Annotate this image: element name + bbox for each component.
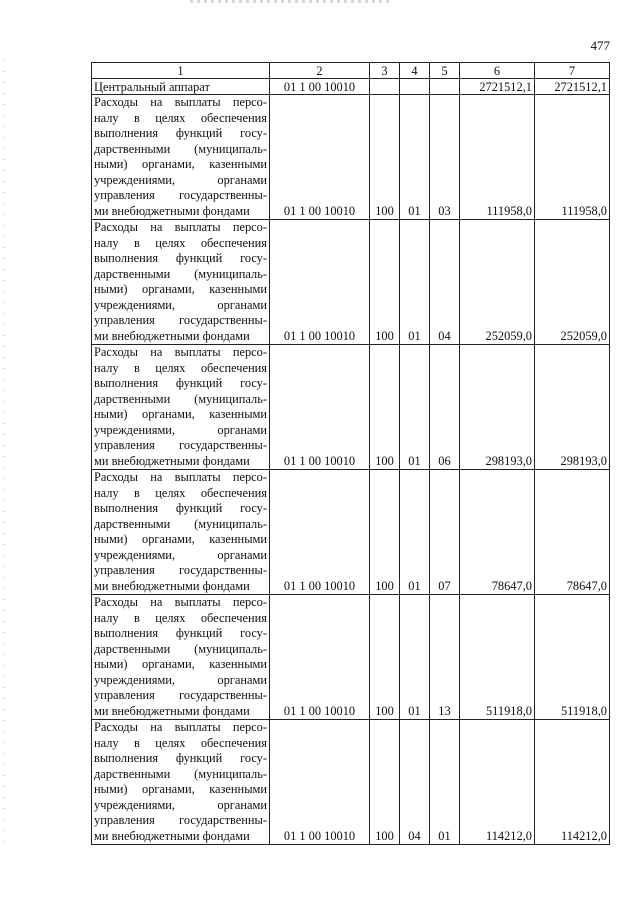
- row-col3: 100: [370, 220, 400, 345]
- row-name: [92, 720, 270, 845]
- row-name-line: учреждениями, органами: [94, 297, 267, 312]
- row-name-line: дарственными (муниципаль-: [94, 266, 267, 281]
- row-name-line: ными) органами, казенными: [94, 782, 267, 796]
- row-value-6: 298193,0: [460, 345, 535, 470]
- row-col5: 07: [430, 470, 460, 595]
- row-code: 01 1 00 10010: [270, 220, 370, 345]
- row-name-line: дарственными (муниципаль-: [94, 766, 267, 781]
- row-value-7: 2721512,1: [535, 79, 610, 95]
- row-name-line: Расходы на выплаты персо-: [94, 595, 267, 609]
- row-code: 01 1 00 10010: [270, 345, 370, 470]
- table-body: [92, 79, 610, 845]
- row-name-line: ными) органами, казенными: [94, 157, 267, 171]
- row-col4: 01: [400, 95, 430, 220]
- table-row: [92, 345, 610, 470]
- page-number: 477: [590, 38, 610, 53]
- row-name-line: ми внебюджетными фондами: [94, 703, 250, 718]
- row-name-line: налу в целях обеспечения: [94, 485, 267, 500]
- column-header-1: 1: [92, 63, 270, 79]
- column-header-6: 6: [460, 63, 535, 79]
- row-col4: 04: [400, 720, 430, 845]
- row-name-line: выполнения функций госу-: [94, 126, 267, 140]
- row-name-line: ными) органами, казенными: [94, 532, 267, 546]
- row-name-line: ми внебюджетными фондами: [94, 203, 250, 218]
- row-value-7: 298193,0: [535, 345, 610, 470]
- row-col3: 100: [370, 720, 400, 845]
- table-row-central-apparatus: [92, 79, 610, 95]
- row-value-7: 78647,0: [535, 470, 610, 595]
- row-name-line: налу в целях обеспечения: [94, 360, 267, 375]
- row-value-6: 252059,0: [460, 220, 535, 345]
- row-col3: 100: [370, 95, 400, 220]
- row-code: 01 1 00 10010: [270, 720, 370, 845]
- row-code: 01 1 00 10010: [270, 79, 370, 95]
- table-row: [92, 720, 610, 845]
- row-value-6: 111958,0: [460, 95, 535, 220]
- row-col5: 04: [430, 220, 460, 345]
- row-name-line: учреждениями, органами: [94, 672, 267, 687]
- row-name-line: учреждениями, органами: [94, 172, 267, 187]
- row-name-line: выполнения функций госу-: [94, 251, 267, 265]
- row-code: 01 1 00 10010: [270, 95, 370, 220]
- row-col3: 100: [370, 345, 400, 470]
- row-name: [92, 470, 270, 595]
- row-name-line: учреждениями, органами: [94, 797, 267, 812]
- row-col5: 01: [430, 720, 460, 845]
- row-value-6: 2721512,1: [460, 79, 535, 95]
- row-name-line: налу в целях обеспечения: [94, 235, 267, 250]
- row-col5: 03: [430, 95, 460, 220]
- row-value-7: 511918,0: [535, 595, 610, 720]
- row-name-line: Расходы на выплаты персо-: [94, 470, 267, 484]
- row-name-line: ми внебюджетными фондами: [94, 328, 250, 343]
- row-col4: [400, 79, 430, 95]
- row-value-7: 114212,0: [535, 720, 610, 845]
- row-name: [92, 595, 270, 720]
- row-name-line: дарственными (муниципаль-: [94, 516, 267, 531]
- column-header-2: 2: [270, 63, 370, 79]
- row-name: Центральный аппарат: [92, 79, 270, 95]
- row-col4: 01: [400, 470, 430, 595]
- row-col5: 13: [430, 595, 460, 720]
- row-name-line: дарственными (муниципаль-: [94, 391, 267, 406]
- row-name: [92, 220, 270, 345]
- row-value-7: 111958,0: [535, 95, 610, 220]
- row-name-line: учреждениями, органами: [94, 422, 267, 437]
- row-name-line: ми внебюджетными фондами: [94, 578, 250, 593]
- row-value-6: 511918,0: [460, 595, 535, 720]
- row-col3: [370, 79, 400, 95]
- row-name-line: управления государственны-: [94, 313, 267, 327]
- scan-artifact-top: [190, 0, 390, 3]
- row-name-line: налу в целях обеспечения: [94, 110, 267, 125]
- row-name-line: налу в целях обеспечения: [94, 610, 267, 625]
- budget-table: [91, 62, 610, 845]
- row-name-line: управления государственны-: [94, 438, 267, 452]
- row-value-6: 114212,0: [460, 720, 535, 845]
- column-header-4: 4: [400, 63, 430, 79]
- row-name-line: Расходы на выплаты персо-: [94, 95, 267, 109]
- table-row: [92, 220, 610, 345]
- row-name-line: учреждениями, органами: [94, 547, 267, 562]
- column-header-5: 5: [430, 63, 460, 79]
- row-name-line: выполнения функций госу-: [94, 626, 267, 640]
- row-name-line: ными) органами, казенными: [94, 282, 267, 296]
- row-name-line: управления государственны-: [94, 188, 267, 202]
- column-header-7: 7: [535, 63, 610, 79]
- table-row: [92, 595, 610, 720]
- row-name-line: управления государственны-: [94, 688, 267, 702]
- table-header: [92, 63, 610, 79]
- row-value-7: 252059,0: [535, 220, 610, 345]
- row-col3: 100: [370, 470, 400, 595]
- row-code: 01 1 00 10010: [270, 470, 370, 595]
- row-name-line: ми внебюджетными фондами: [94, 453, 250, 468]
- row-code: 01 1 00 10010: [270, 595, 370, 720]
- row-name-line: Расходы на выплаты персо-: [94, 345, 267, 359]
- row-name-line: Расходы на выплаты персо-: [94, 220, 267, 234]
- row-name: [92, 95, 270, 220]
- scan-artifact-left-margin: [3, 60, 5, 850]
- header-row: [92, 63, 610, 79]
- row-name-line: ными) органами, казенными: [94, 657, 267, 671]
- row-col4: 01: [400, 595, 430, 720]
- row-col5: [430, 79, 460, 95]
- table-row: [92, 470, 610, 595]
- row-name-line: управления государственны-: [94, 563, 267, 577]
- row-name-line: дарственными (муниципаль-: [94, 141, 267, 156]
- row-value-6: 78647,0: [460, 470, 535, 595]
- column-header-3: 3: [370, 63, 400, 79]
- row-name-line: ми внебюджетными фондами: [94, 828, 250, 843]
- row-col5: 06: [430, 345, 460, 470]
- table-row: [92, 95, 610, 220]
- row-name: [92, 345, 270, 470]
- row-name-line: выполнения функций госу-: [94, 376, 267, 390]
- row-name-line: выполнения функций госу-: [94, 501, 267, 515]
- row-col4: 01: [400, 220, 430, 345]
- row-name-line: управления государственны-: [94, 813, 267, 827]
- row-name-line: налу в целях обеспечения: [94, 735, 267, 750]
- row-col3: 100: [370, 595, 400, 720]
- row-name-line: дарственными (муниципаль-: [94, 641, 267, 656]
- row-name-line: ными) органами, казенными: [94, 407, 267, 421]
- row-col4: 01: [400, 345, 430, 470]
- row-name-line: выполнения функций госу-: [94, 751, 267, 765]
- row-name-line: Расходы на выплаты персо-: [94, 720, 267, 734]
